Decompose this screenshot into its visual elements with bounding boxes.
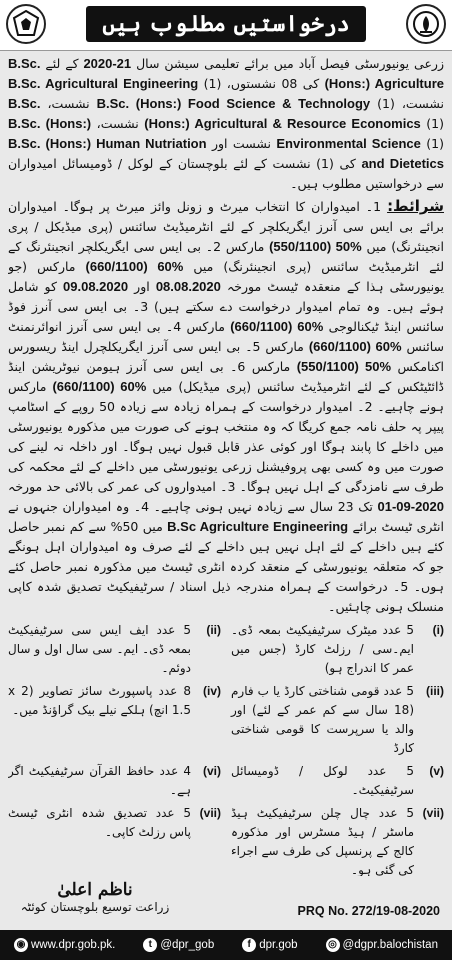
item-number: (ii) [206, 623, 221, 637]
marks-value: (660/1100) 60% [85, 259, 184, 274]
conditions-text: مارکس 5۔ بی ایس سی آنرز ایگریکلچرل اینڈ ریسورس اکنامکس [8, 339, 444, 374]
marks-value: (660/1100) 60% [230, 319, 324, 334]
program-name: B.Sc. Agricultural Engineering [8, 76, 199, 91]
marks-value: (660/1100) 60% [52, 379, 147, 394]
conditions-text: 1۔ امیدواران کا انتخاب میرٹ و زونل وائز میرٹ پر ہوگا۔ امیدواران برائے بی ایس سی آنرز ایگریکلچر کے لئے انٹرمیڈیٹ سائنس (پری میڈیکل / پری انجینئرنگ) میں [8, 199, 444, 254]
intro-text: کی 08 نشستوں، [221, 76, 325, 91]
intro-text: کی (1) نشست کے لئے بلوچستان کے لوکل / ڈومیسائل امیدواران سے درخواستیں مطلوب ہیں۔ [8, 156, 444, 191]
item-text: 5 عدد ایف ایس سی سرٹیفیکیٹ بمعہ ڈی۔ ایم۔ سی سال اول و سال دوئم۔ [8, 623, 191, 675]
footer-instagram-link[interactable] [326, 938, 438, 952]
footer-label: dpr.gob [259, 939, 298, 951]
conditions-text: مارکس 2۔ بی ایس سی ایگریکلچر انجینئرنگ کے لئے انٹرمیڈیٹ سائنس (پری انجینئرنگ) میں [8, 239, 444, 274]
intro-paragraph [8, 54, 444, 194]
list-item [231, 804, 444, 876]
item-number: (i) [432, 623, 444, 637]
marks-value: (660/1100) 60% [308, 339, 402, 354]
item-number: (v) [429, 764, 444, 778]
list-item [231, 621, 444, 678]
footer-label: www.dpr.gob.pk. [30, 939, 116, 951]
list-item [231, 682, 444, 758]
program-name: B.Sc. (Hons:) Food Science & Technology [96, 96, 371, 111]
requirements-list [8, 621, 444, 876]
item-text: 5 عدد میٹرک سرٹیفیکیٹ بمعہ ڈی۔ایم۔سی / رزلٹ کارڈ (جس میں عمر کا اندراج ہو) [231, 623, 414, 675]
item-text: 5 عدد قومی شناختی کارڈ یا ب فارم (18 سال سے کم عمر کے لئے) اور والد یا سرپرست کا قومی شناختی کارڈ [231, 684, 414, 755]
session-year: 2020-21 [83, 56, 132, 71]
facebook-icon: f [242, 938, 256, 952]
advertisement-body [8, 54, 444, 876]
government-emblem-logo [6, 4, 46, 44]
item-number: (vii) [199, 806, 221, 820]
conditions-text: میں 50% سے کم نمبر حاصل کئے ہیں داخلے کے لئے اہل نہیں ہیں داخلے کے لئے صرف وہ امیدواران اہل ہونگے جو کہ متعلقہ یونیورسٹی کے منعقد کردہ انٹری ٹیسٹ میں مذکورہ نمبر حاصل کئے ہوں۔ 5۔ درخواست کے ہمراہ مندرجہ ذیل اسناد / سرٹیفیکیٹ تصدیق شدہ کاپی منسلک ہونی چاہئیں۔ [8, 519, 444, 614]
conditions-text: مارکس (جو یونیورسٹی ہذا کے منعقدہ ٹیسٹ مورخہ [8, 259, 444, 294]
item-number: (vi) [203, 764, 221, 778]
intro-text: (1) نشست، [91, 116, 444, 131]
signature-block [20, 880, 170, 914]
intro-text: کے لئے [40, 56, 84, 71]
conditions-text: مارکس 6۔ بی ایس سی آنرز ہیومن نیوٹریشن اینڈ ڈائٹیٹکس کے لئے انٹرمیڈیٹ سائنس (پری میڈیکل) میں [8, 359, 444, 394]
footer-label: @dgpr.balochistan [342, 939, 438, 951]
footer-twitter-link[interactable] [143, 938, 214, 952]
conditions-text: مارکس 4۔ بی ایس سی آنرز انوائرنمنٹ سائنس [8, 319, 444, 354]
conditions-text: کو شامل ہوئے ہیں۔ وہ تمام امیدوار درخواست دے سکتے ہیں) 3۔ بی ایس سی آنرز فوڈ سائنس اینڈ ٹیکنالوجی [8, 279, 444, 334]
item-text: 4 عدد حافظ القرآن سرٹیفیکیٹ اگر ہے۔ [8, 764, 191, 797]
program-name: B.Sc. (Hons:) Environmental Science [8, 116, 421, 151]
intro-text: زرعی یونیورسٹی فیصل آباد میں برائے تعلیمی سیشن سال [131, 56, 444, 71]
program-name: B.Sc Agriculture Engineering [167, 519, 349, 534]
signatory-title: ناظم اعلیٰ [57, 880, 133, 900]
conditions-text: تک 23 سال سے زیادہ نہیں ہونی چاہیے۔ 4۔ وہ امیدواران جنہوں نے انٹری ٹیسٹ برائے [8, 499, 444, 534]
marks-value: (550/1100) 50% [269, 239, 362, 254]
intro-text: (1) نشست، [198, 76, 444, 111]
page-title: درخواستیں مطلوب ہیں [86, 6, 366, 42]
header [0, 0, 452, 51]
item-number: (iv) [203, 684, 221, 698]
test-date: 09.08.2020 [63, 279, 129, 294]
footer-website-link[interactable] [14, 938, 115, 952]
twitter-icon: t [143, 938, 157, 952]
item-number: (vii) [422, 806, 444, 820]
program-name: B.Sc. (Hons:) Agricultural & Resource Economics [8, 96, 421, 131]
list-item [231, 762, 444, 800]
signatory-office: زراعت توسیع بلوچستان کوئٹہ [20, 900, 170, 914]
list-item [8, 621, 221, 678]
program-name: B.Sc. (Hons:) Human Nutriation and Dietetics [8, 136, 444, 171]
marks-value: (550/1100) 50% [296, 359, 392, 374]
list-item [8, 762, 221, 800]
footer-facebook-link[interactable] [242, 938, 297, 952]
program-name: B.Sc. (Hons:) Agriculture [8, 56, 444, 91]
conditions-heading: شرائط: [387, 197, 444, 215]
item-text: 5 عدد لوکل / ڈومیسائل سرٹیفیکیٹ۔ [231, 764, 414, 797]
globe-icon: ◉ [14, 938, 28, 952]
agriculture-department-logo [406, 4, 446, 44]
footer-bar [0, 930, 452, 960]
test-date: 08.08.2020 [155, 279, 221, 294]
instagram-icon: ◎ [326, 938, 340, 952]
intro-text: (1) نشست اور [206, 136, 444, 151]
conditions-paragraph [8, 196, 444, 617]
age-limit-date: 01-09-2020 [377, 499, 444, 514]
conditions-text: مارکس ہونے چاہیے۔ 2۔ امیدوار درخواست کے ہمراہ زیادہ سے زیادہ 50 روپے کے اسٹامپ پیپر پہ حلف نامہ جمع کریگا کہ وہ منتخب ہونے کی صورت میں مذکورہ یونیورسٹی میں داخلے کا پابند ہوگا اور کوئی عذر قابل قبول نہیں ہوگا۔ اور داخلہ نہ لینے کی صورت میں وہ کسی بھی پروفیشنل زرعی یونیورسٹی میں داخلے کے لئے محکمہ کی طرف سے نامزدگی کے اہل نہیں ہوگا۔ 3۔ امیدواروں کی عمر کی بالائی حد مورخہ [8, 379, 444, 494]
list-item [8, 682, 221, 758]
list-item [8, 804, 221, 876]
item-text: 5 عدد چال چلن سرٹیفیکیٹ ہیڈ ماسٹر / ہیڈ مسٹرس اور مذکورہ کالج کے پرنسپل کی طرف سے اجراء کی گئی ہو۔ [231, 806, 414, 876]
item-text: 5 عدد تصدیق شدہ انٹری ٹیسٹ پاس رزلٹ کاپی۔ [8, 806, 191, 839]
conditions-text: اور [128, 279, 156, 294]
item-number: (iii) [426, 684, 444, 698]
item-text: 8 عدد پاسپورٹ سائز تصاویر (2 x 1.5 انچ) ہلکے نیلے بیک گراؤنڈ میں۔ [8, 684, 191, 717]
intro-text: (1) نشست، [40, 96, 395, 111]
prq-number: PRQ No. 272/19-08-2020 [297, 904, 440, 918]
footer-label: @dpr_gob [160, 939, 215, 951]
